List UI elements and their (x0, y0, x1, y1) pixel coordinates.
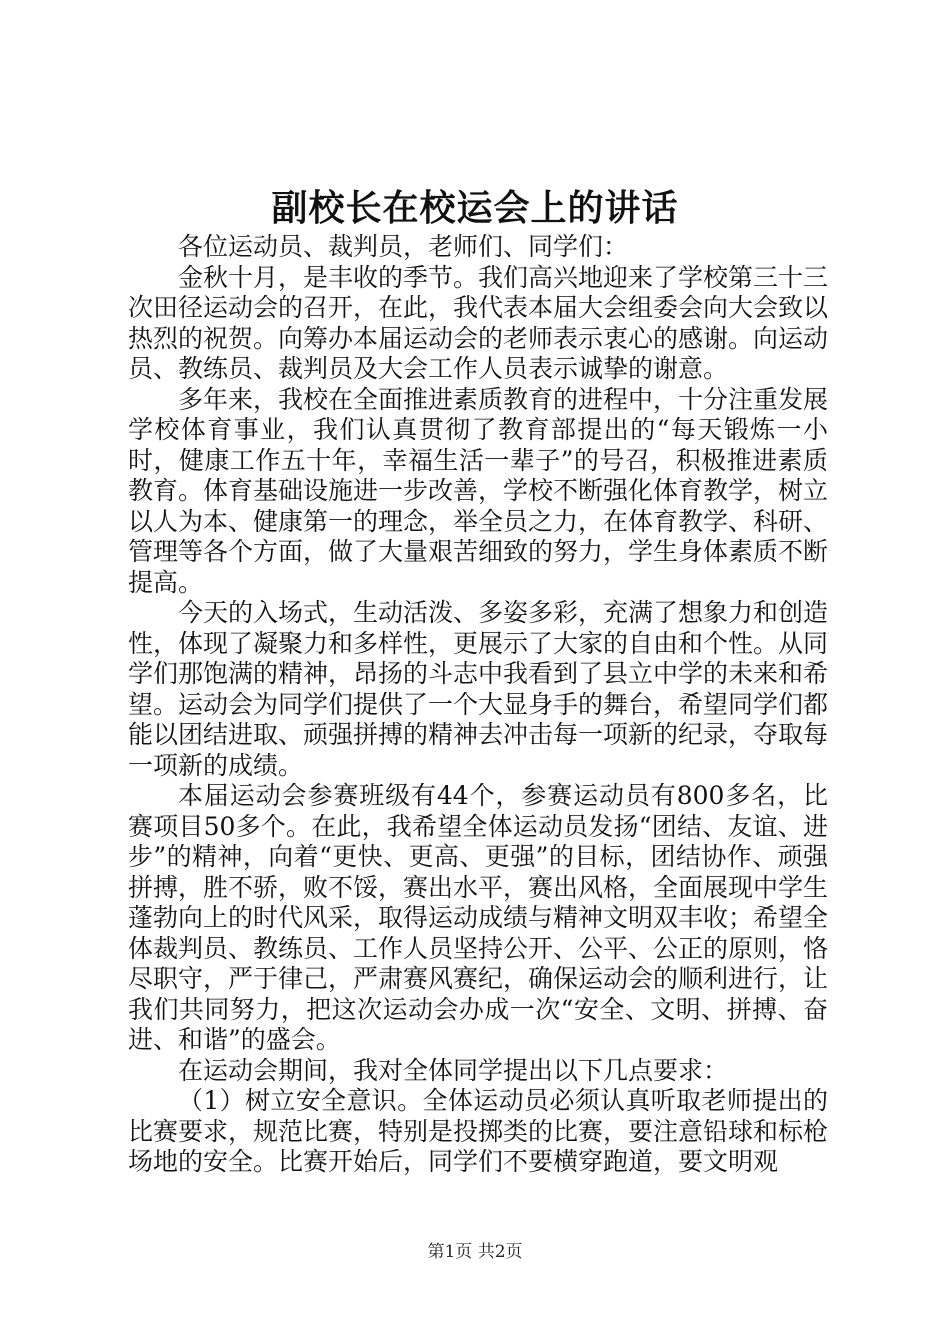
document-body (128, 232, 828, 1178)
page-number-footer: 第1页 共2页 (427, 1242, 523, 1262)
body-paragraph: （1）树立安全意识。全体运动员必须认真听取老师提出的比赛要求，规范比赛，特别是投掷类的比赛，要注意铅球和标枪场地的安全。比赛开始后，同学们不要横穿跑道，要文明观 (128, 1086, 829, 1176)
body-paragraph: 在运动会期间，我对全体同学提出以下几点要求： (178, 1055, 729, 1085)
body-paragraph: 本届运动会参赛班级有44个，参赛运动员有800多名，比赛项目50多个。在此，我希望全体运动员发扬“团结、友谊、进步”的精神，向着“更快、更高、更强”的目标，团结协作、顽强拼搏，胜不骄，败不馁，赛出水平，赛出风格，全面展现中学生蓬勃向上的时代风采，取得运动成绩与精神文明双丰收；希望全体裁判员、教练员、工作人员坚持公开、公平、公正的原则，恪尽职守，严于律己，严肃赛风赛纪，确保运动会的顺利进行，让我们共同努力，把这次运动会办成一次“安全、文明、拼搏、奋进、和谐”的盛会。 (128, 781, 829, 1054)
body-paragraph: 多年来，我校在全面推进素质教育的进程中，十分注重发展学校体育事业，我们认真贯彻了教育部提出的“每天锻炼一小时，健康工作五十年，幸福生活一辈子”的号召，积极推进素质教育。体育基础设施进一步改善，学校不断强化体育教学，树立以人为本、健康第一的理念，举全员之力，在体育教学、科研、管理等各个方面，做了大量艰苦细致的努力，学生身体素质不断提高。 (128, 384, 829, 597)
salutation-paragraph: 各位运动员、裁判员，老师们、同学们： (178, 232, 629, 261)
body-paragraph: 金秋十月，是丰收的季节。我们高兴地迎来了学校第三十三次田径运动会的召开，在此，我代表本届大会组委会向大会致以热烈的祝贺。向筹办本届运动会的老师表示衷心的感谢。向运动员、教练员、裁判员及大会工作人员表示诚挚的谢意。 (128, 262, 829, 383)
document-title: 副校长在校运会上的讲话 (271, 187, 679, 229)
body-paragraph: 今天的入场式，生动活泼、多姿多彩，充满了想象力和创造性，体现了凝聚力和多样性，更展示了大家的自由和个性。从同学们那饱满的精神，昂扬的斗志中我看到了县立中学的未来和希望。运动会为同学们提供了一个大显身手的舞台，希望同学们都能以团结进取、顽强拼搏的精神去冲击每一项新的纪录，夺取每一项新的成绩。 (128, 598, 829, 780)
